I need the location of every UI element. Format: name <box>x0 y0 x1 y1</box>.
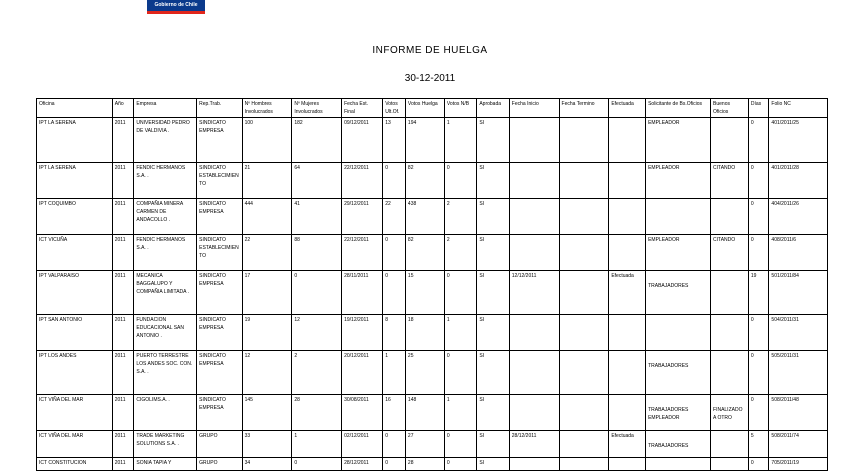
cell-buenos-oficios: CITANDO <box>711 163 749 199</box>
cell-mujeres: 88 <box>292 235 342 271</box>
table-row <box>37 315 828 351</box>
cell-empresa: FENDIC HERMANOS S.A. . <box>134 163 197 199</box>
cell-empresa: MECANICA BAGGALUPO Y COMPAÑIA LIMITADA . <box>134 271 197 315</box>
cell-fecha-termino <box>559 395 609 431</box>
cell-rep-trab: SINDICATO ESTABLECIMIENTO <box>197 163 242 199</box>
cell-folio-nc: 501/2011/84 <box>769 271 828 315</box>
cell-votos-ult-of: 0 <box>383 235 406 271</box>
cell-fecha-inicio: 28/12/2011 <box>509 431 559 458</box>
cell-efectuada <box>609 458 646 471</box>
cell-oficina: IPT COQUIMBO <box>37 199 113 235</box>
cell-fecha-est-final: 19/12/2011 <box>342 315 383 351</box>
cell-votos-nb: 0 <box>444 271 476 315</box>
cell-votos-nb: 1 <box>444 118 476 163</box>
cell-votos-nb: 1 <box>444 395 476 431</box>
cell-dias: 0 <box>748 395 769 431</box>
cell-buenos-oficios <box>711 315 749 351</box>
cell-empresa: TRADE MARKETING SOLUTIONS S.A. . <box>134 431 197 458</box>
table-row <box>37 351 828 395</box>
cell-dias: 0 <box>748 315 769 351</box>
cell-fecha-termino <box>559 199 609 235</box>
cell-hombres: 12 <box>242 351 292 395</box>
cell-fecha-inicio <box>509 163 559 199</box>
report-date: 30-12-2011 <box>404 73 456 84</box>
header-cell-votos-nb: Votos N/B <box>444 99 476 118</box>
cell-votos-nb: 0 <box>444 163 476 199</box>
cell-fecha-termino <box>559 271 609 315</box>
cell-votos-huelga: 18 <box>405 315 444 351</box>
cell-fecha-termino <box>559 235 609 271</box>
report-title: INFORME DE HUELGA <box>372 45 488 56</box>
cell-oficina: IPT SAN ANTONIO <box>37 315 113 351</box>
cell-votos-ult-of: 22 <box>383 199 406 235</box>
cell-hombres: 21 <box>242 163 292 199</box>
cell-anio: 2011 <box>112 395 134 431</box>
cell-empresa: PUERTO TERRESTRE LOS ANDES SOC. CON. S.A. . <box>134 351 197 395</box>
cell-aprobada: SI <box>477 235 509 271</box>
cell-empresa: SONIA TAPIA Y <box>134 458 197 471</box>
cell-solicitante <box>646 118 711 163</box>
cell-anio: 2011 <box>112 271 134 315</box>
cell-empresa: COMPAÑIA MINERA CARMEN DE ANDACOLLO . <box>134 199 197 235</box>
cell-dias: 19 <box>748 271 769 315</box>
cell-folio-nc: 404/2011/26 <box>769 199 828 235</box>
cell-hombres: 17 <box>242 271 292 315</box>
cell-dias: 0 <box>748 458 769 471</box>
cell-fecha-termino <box>559 431 609 458</box>
header-cell-fecha-inicio: Fecha Inicio <box>509 99 559 118</box>
cell-solicitante-text: TRABAJADORES <box>648 283 689 289</box>
cell-solicitante: EMPLEADOR <box>646 163 711 199</box>
cell-mujeres: 28 <box>292 395 342 431</box>
cell-rep-trab: SINDICATO EMPRESA <box>197 118 242 163</box>
cell-empresa: CIGOLIMS.A. . <box>134 395 197 431</box>
cell-solicitante <box>646 458 711 471</box>
cell-hombres: 22 <box>242 235 292 271</box>
cell-hombres: 33 <box>242 431 292 458</box>
cell-votos-huelga: 82 <box>405 163 444 199</box>
cell-aprobada: SI <box>477 458 509 471</box>
cell-oficina: ICT CONSTITUCION <box>37 458 113 471</box>
cell-oficina: IPT VALPARAISO <box>37 271 113 315</box>
cell-votos-huelga: 25 <box>405 351 444 395</box>
cell-votos-huelga: 28 <box>405 458 444 471</box>
cell-hombres: 19 <box>242 315 292 351</box>
cell-mujeres: 64 <box>292 163 342 199</box>
cell-efectuada: Efectuada <box>609 271 646 315</box>
cell-buenos-oficios <box>711 431 749 458</box>
cell-votos-ult-of: 0 <box>383 458 406 471</box>
cell-hombres: 34 <box>242 458 292 471</box>
cell-fecha-inicio: 12/12/2011 <box>509 271 559 315</box>
table-row <box>37 458 828 471</box>
cell-anio: 2011 <box>112 351 134 395</box>
header-cell-mujeres: Nº Mujeres Involucrados <box>292 99 342 118</box>
header-cell-votos-ult-of: Votos Ult.Of. <box>383 99 406 118</box>
cell-fecha-termino <box>559 351 609 395</box>
header-cell-fecha-est-final: Fecha Est. Final <box>342 99 383 118</box>
cell-oficina: ICT VICUÑA <box>37 235 113 271</box>
cell-votos-nb: 1 <box>444 315 476 351</box>
header-cell-folio-nc: Folio NC <box>769 99 828 118</box>
cell-aprobada: SI <box>477 431 509 458</box>
cell-oficina: ICT VIÑA DEL MAR <box>37 395 113 431</box>
cell-hombres: 100 <box>242 118 292 163</box>
cell-empresa: FUNDACION EDUCACIONAL SAN ANTONIO . <box>134 315 197 351</box>
cell-folio-nc: 508/2011/74 <box>769 431 828 458</box>
logo-text: Gobierno de Chile <box>154 2 198 8</box>
cell-mujeres: 0 <box>292 271 342 315</box>
cell-empresa: FENDIC HERMANOS S.A. . <box>134 235 197 271</box>
cell-solicitante <box>646 315 711 351</box>
cell-anio: 2011 <box>112 163 134 199</box>
cell-oficina: ICT VIÑA DEL MAR <box>37 431 113 458</box>
cell-rep-trab: SINDICATO EMPRESA <box>197 315 242 351</box>
cell-mujeres: 2 <box>292 351 342 395</box>
cell-rep-trab: SINDICATO EMPRESA <box>197 351 242 395</box>
cell-aprobada: SI <box>477 163 509 199</box>
cell-folio-nc: 505/2011/31 <box>769 351 828 395</box>
cell-folio-nc: 401/2011/25 <box>769 118 828 163</box>
cell-rep-trab: GRUPO <box>197 431 242 458</box>
cell-dias: 0 <box>748 199 769 235</box>
strike-report-table <box>36 98 828 471</box>
cell-buenos-oficios: CITANDO <box>711 235 749 271</box>
cell-rep-trab: SINDICATO EMPRESA <box>197 395 242 431</box>
cell-efectuada <box>609 235 646 271</box>
cell-votos-nb: 2 <box>444 199 476 235</box>
cell-fecha-est-final: 29/12/2011 <box>342 199 383 235</box>
table-row <box>37 199 828 235</box>
cell-fecha-est-final: 22/12/2011 <box>342 163 383 199</box>
cell-folio-nc: 401/2011/28 <box>769 163 828 199</box>
cell-anio: 2011 <box>112 431 134 458</box>
header-cell-buenos-oficios: Buenos Oficios <box>711 99 749 118</box>
header-cell-oficina: Oficina <box>37 99 113 118</box>
cell-votos-ult-of: 0 <box>383 163 406 199</box>
cell-buenos-oficios-text: FINALIZADO A OTRO <box>713 407 743 421</box>
cell-efectuada <box>609 199 646 235</box>
cell-votos-ult-of: 13 <box>383 118 406 163</box>
cell-fecha-est-final: 22/12/2011 <box>342 235 383 271</box>
cell-dias: 0 <box>748 163 769 199</box>
cell-fecha-termino <box>559 163 609 199</box>
cell-mujeres: 0 <box>292 458 342 471</box>
cell-fecha-termino <box>559 315 609 351</box>
cell-oficina: IPT LA SERENA <box>37 163 113 199</box>
cell-buenos-oficios <box>711 271 749 315</box>
cell-aprobada: SI <box>477 351 509 395</box>
table-row <box>37 431 828 458</box>
cell-solicitante-text: TRABAJADORES <box>648 443 689 449</box>
cell-votos-huelga: 438 <box>405 199 444 235</box>
cell-solicitante-text: TRABAJADORES EMPLEADOR <box>648 407 689 421</box>
cell-dias: 0 <box>748 235 769 271</box>
cell-votos-ult-of: 0 <box>383 271 406 315</box>
cell-fecha-termino <box>559 118 609 163</box>
header-cell-dias: Días <box>748 99 769 118</box>
cell-votos-huelga: 15 <box>405 271 444 315</box>
table-row <box>37 395 828 431</box>
cell-votos-nb: 2 <box>444 235 476 271</box>
cell-fecha-est-final: 02/12/2011 <box>342 431 383 458</box>
table-row <box>37 118 828 163</box>
cell-fecha-est-final: 30/08/2011 <box>342 395 383 431</box>
cell-mujeres: 182 <box>292 118 342 163</box>
cell-aprobada: SI <box>477 395 509 431</box>
logo-red-stripe <box>147 11 205 14</box>
cell-rep-trab: GRUPO <box>197 458 242 471</box>
cell-fecha-termino <box>559 458 609 471</box>
cell-rep-trab: SINDICATO EMPRESA <box>197 271 242 315</box>
cell-votos-ult-of: 8 <box>383 315 406 351</box>
header-cell-hombres: Nº Hombres Involucrados <box>242 99 292 118</box>
table-row <box>37 271 828 315</box>
cell-solicitante <box>646 199 711 235</box>
cell-efectuada: Efectuada <box>609 431 646 458</box>
header-row <box>37 99 828 118</box>
cell-aprobada: SI <box>477 199 509 235</box>
cell-solicitante <box>646 271 711 315</box>
cell-fecha-inicio <box>509 199 559 235</box>
table-row <box>37 163 828 199</box>
cell-hombres: 145 <box>242 395 292 431</box>
cell-buenos-oficios <box>711 199 749 235</box>
header-cell-rep-trab: Rep.Trab. <box>197 99 242 118</box>
header-cell-solicitante: Solicitante de Bs.Oficios <box>646 99 711 118</box>
cell-oficina: IPT LA SERENA <box>37 118 113 163</box>
cell-folio-nc: 705/2011/19 <box>769 458 828 471</box>
cell-votos-nb: 0 <box>444 431 476 458</box>
cell-efectuada <box>609 315 646 351</box>
cell-anio: 2011 <box>112 315 134 351</box>
cell-efectuada <box>609 395 646 431</box>
header-cell-efectuada: Efectuada <box>609 99 646 118</box>
cell-dias: 0 <box>748 118 769 163</box>
cell-folio-nc: 408/2011/6 <box>769 235 828 271</box>
cell-rep-trab: SINDICATO ESTABLECIMIENTO <box>197 235 242 271</box>
cell-solicitante-text: EMPLEADOR <box>648 120 680 126</box>
cell-votos-huelga: 27 <box>405 431 444 458</box>
cell-anio: 2011 <box>112 118 134 163</box>
cell-mujeres: 1 <box>292 431 342 458</box>
cell-fecha-est-final: 20/12/2011 <box>342 351 383 395</box>
cell-folio-nc: 508/2011/48 <box>769 395 828 431</box>
cell-votos-nb: 0 <box>444 351 476 395</box>
cell-fecha-inicio <box>509 118 559 163</box>
cell-fecha-inicio <box>509 395 559 431</box>
cell-votos-ult-of: 0 <box>383 431 406 458</box>
cell-solicitante: EMPLEADOR <box>646 235 711 271</box>
cell-buenos-oficios <box>711 458 749 471</box>
cell-efectuada <box>609 118 646 163</box>
header-cell-aprobada: Aprobada <box>477 99 509 118</box>
cell-votos-ult-of: 1 <box>383 351 406 395</box>
cell-votos-ult-of: 16 <box>383 395 406 431</box>
cell-buenos-oficios <box>711 118 749 163</box>
cell-aprobada: SI <box>477 315 509 351</box>
cell-votos-huelga: 148 <box>405 395 444 431</box>
cell-dias: 5 <box>748 431 769 458</box>
table-row <box>37 235 828 271</box>
cell-fecha-inicio <box>509 351 559 395</box>
cell-efectuada <box>609 163 646 199</box>
cell-buenos-oficios <box>711 395 749 431</box>
cell-votos-huelga: 194 <box>405 118 444 163</box>
cell-fecha-inicio <box>509 458 559 471</box>
cell-efectuada <box>609 351 646 395</box>
cell-dias: 0 <box>748 351 769 395</box>
cell-anio: 2011 <box>112 199 134 235</box>
header-cell-votos-huelga: Votos Huelga <box>405 99 444 118</box>
header-cell-anio: Año <box>112 99 134 118</box>
cell-fecha-est-final: 28/12/2011 <box>342 458 383 471</box>
cell-rep-trab: SINDICATO EMPRESA <box>197 199 242 235</box>
gobierno-de-chile-logo <box>147 0 205 14</box>
cell-buenos-oficios <box>711 351 749 395</box>
header-cell-fecha-termino: Fecha Termino <box>559 99 609 118</box>
cell-empresa: UNIVERSIDAD PEDRO DE VALDIVIA . <box>134 118 197 163</box>
cell-solicitante <box>646 431 711 458</box>
cell-fecha-est-final: 09/12/2011 <box>342 118 383 163</box>
cell-solicitante <box>646 395 711 431</box>
cell-fecha-est-final: 28/11/2011 <box>342 271 383 315</box>
cell-votos-huelga: 82 <box>405 235 444 271</box>
cell-votos-nb: 0 <box>444 458 476 471</box>
cell-mujeres: 12 <box>292 315 342 351</box>
cell-solicitante <box>646 351 711 395</box>
cell-oficina: IPT LOS ANDES <box>37 351 113 395</box>
cell-mujeres: 41 <box>292 199 342 235</box>
cell-aprobada: SI <box>477 118 509 163</box>
header-cell-empresa: Empresa <box>134 99 197 118</box>
cell-fecha-inicio <box>509 235 559 271</box>
cell-fecha-inicio <box>509 315 559 351</box>
cell-anio: 2011 <box>112 235 134 271</box>
cell-hombres: 444 <box>242 199 292 235</box>
cell-anio: 2011 <box>112 458 134 471</box>
cell-aprobada: SI <box>477 271 509 315</box>
cell-solicitante-text: TRABAJADORES <box>648 363 689 369</box>
cell-folio-nc: 504/2011/31 <box>769 315 828 351</box>
